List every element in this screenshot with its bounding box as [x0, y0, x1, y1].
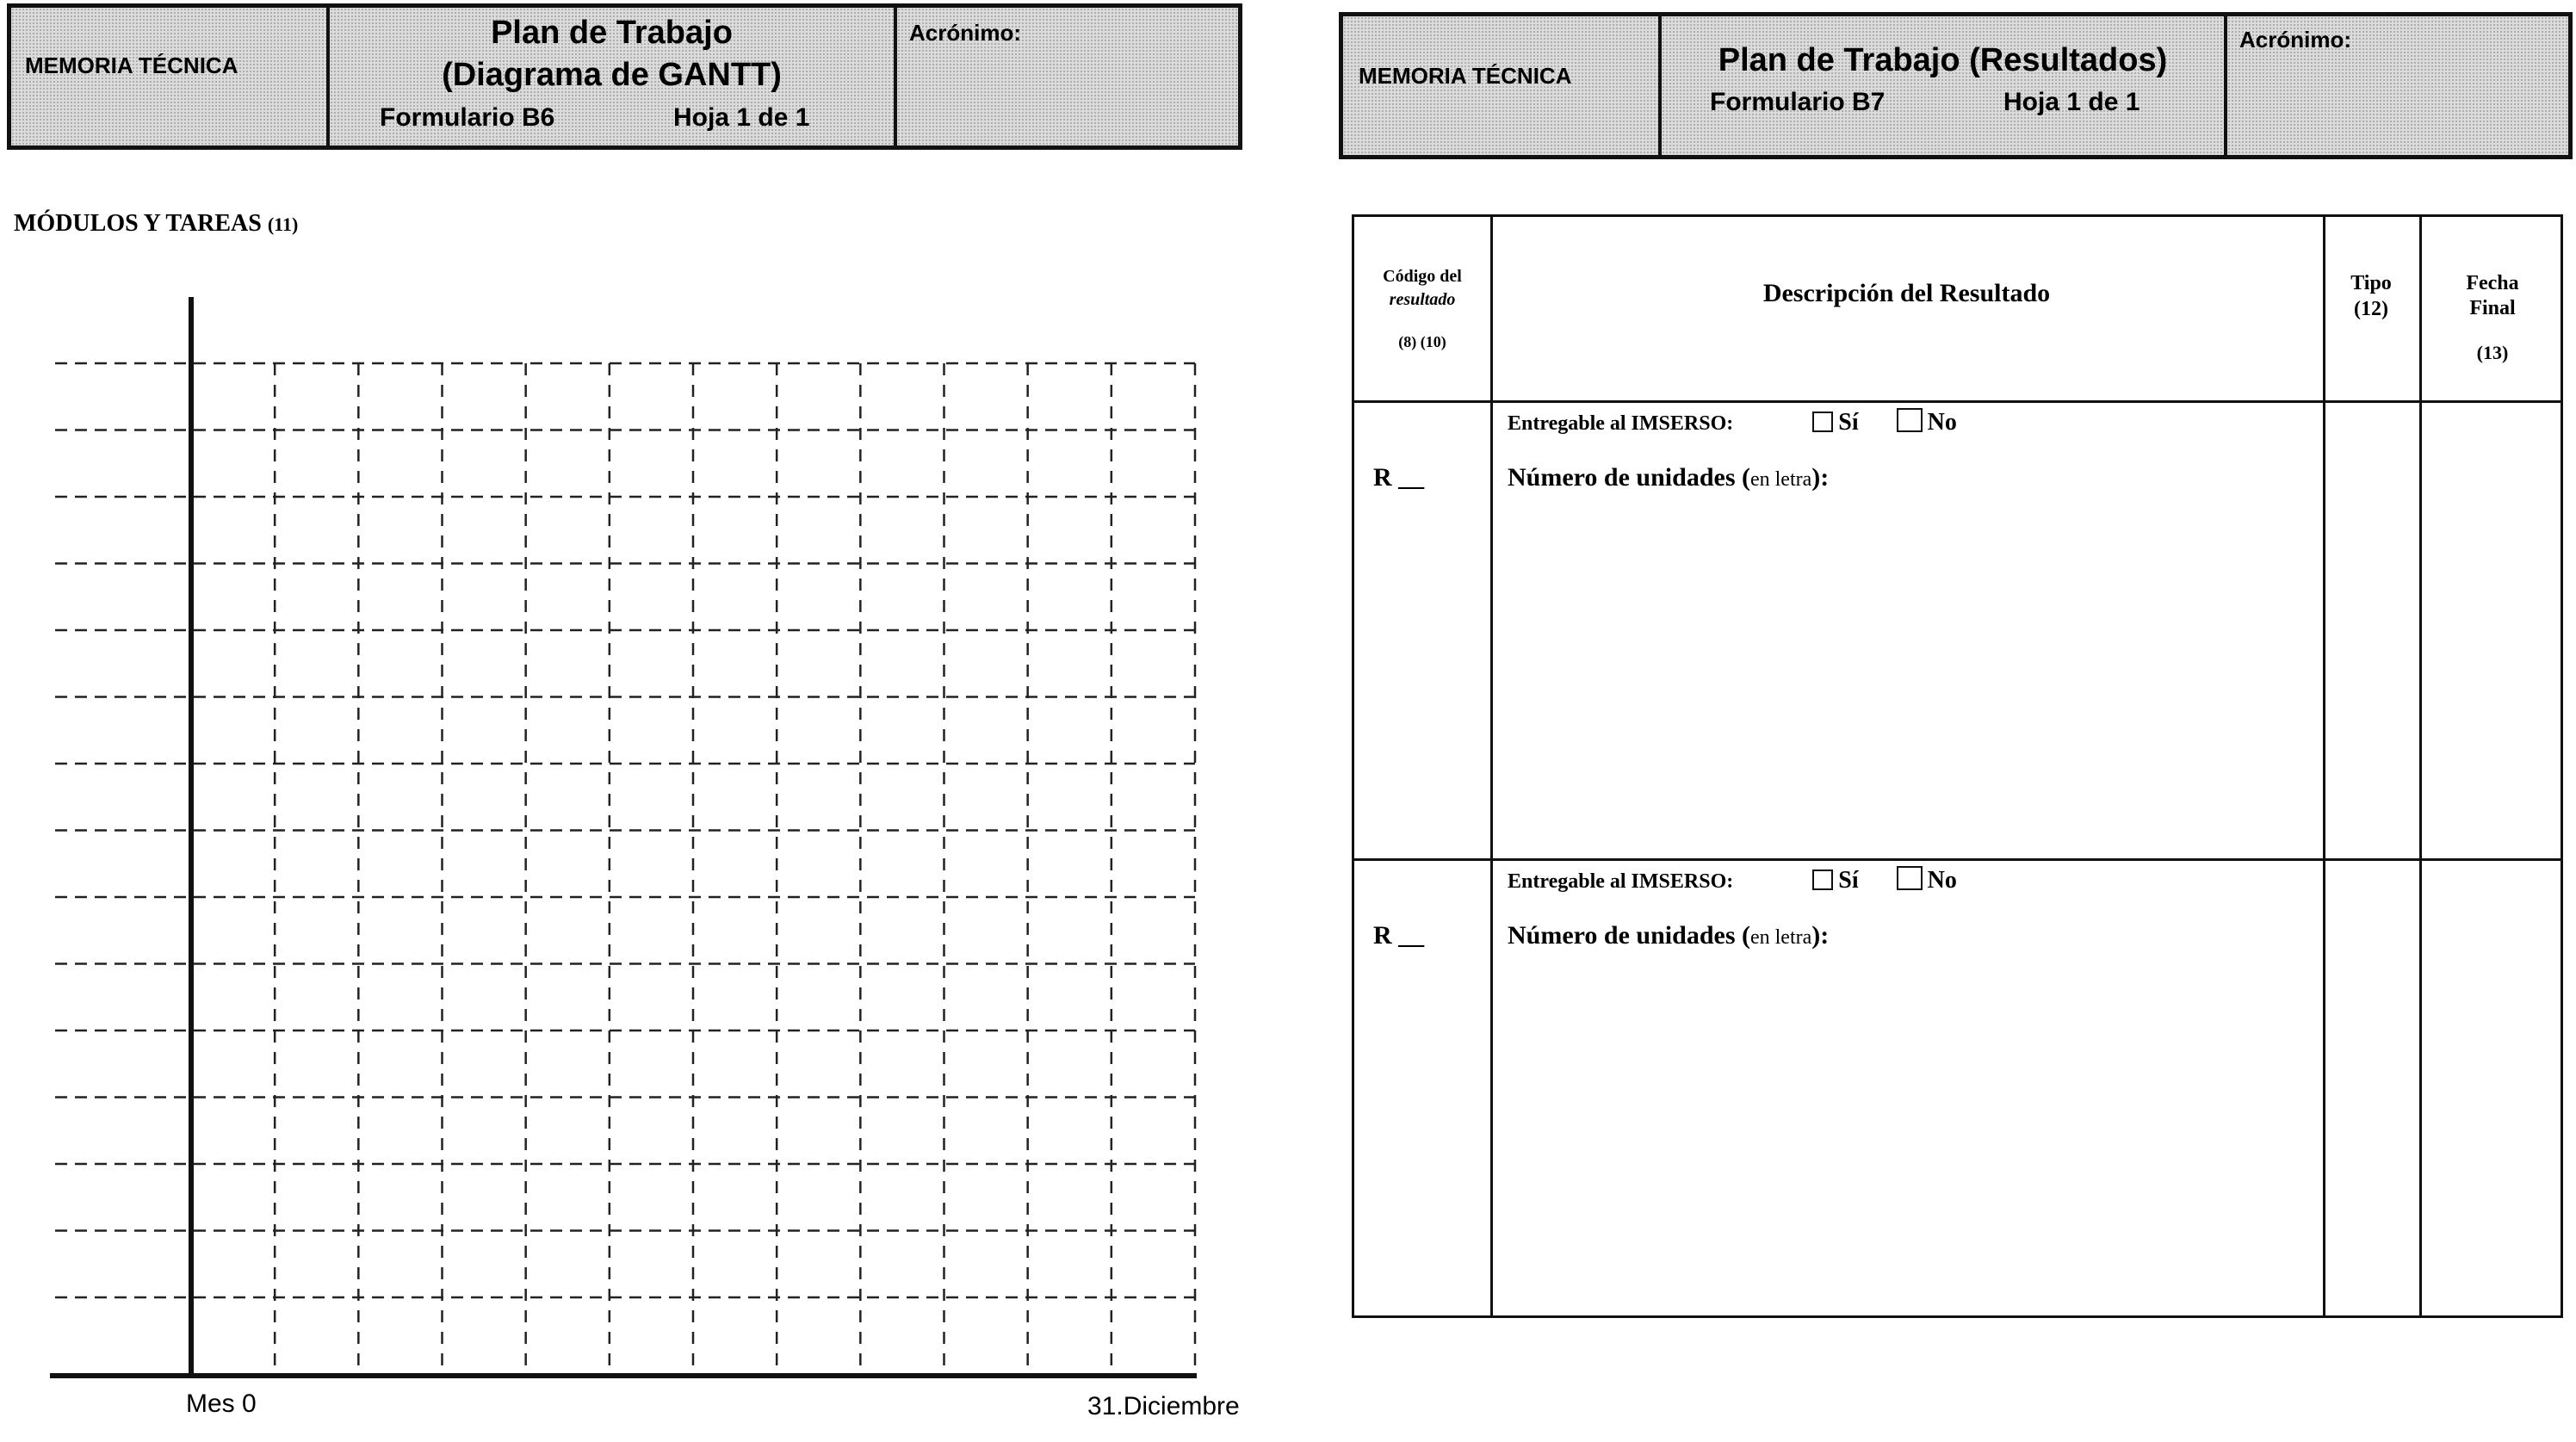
right-form-header	[1339, 12, 2573, 159]
deliverable-row	[1508, 408, 1957, 436]
deliverable-label: Entregable al IMSERSO:	[1508, 412, 1734, 435]
col-type-label: Tipo	[2350, 272, 2392, 294]
section-title	[14, 210, 298, 238]
left-form-header	[7, 3, 1242, 150]
col-date-line1: Fecha	[2466, 272, 2519, 294]
units-label: Número de unidades (	[1508, 463, 1750, 492]
col-divider	[2323, 217, 2325, 1315]
row-divider	[1354, 400, 2561, 403]
col-date-ref: (13)	[2476, 342, 2509, 363]
col-divider	[1490, 217, 1493, 1315]
col-desc-header: Descripción del Resultado	[1762, 279, 2051, 307]
memoria-cell	[1343, 16, 1658, 155]
form-code: Formulario B6	[380, 103, 555, 132]
yes-label: Sí	[1838, 409, 1859, 436]
form-title: Plan de Trabajo	[491, 15, 733, 51]
gantt-end-label: 31.Diciembre	[1087, 1392, 1240, 1420]
sheet-label: Hoja 1 de 1	[2003, 88, 2140, 116]
title-cell	[326, 8, 894, 145]
section-title-text: MÓDULOS Y TAREAS	[14, 210, 262, 237]
result-code: R __	[1373, 921, 1425, 950]
yes-checkbox[interactable]	[1812, 870, 1833, 890]
memoria-label: MEMORIA TÉCNICA	[25, 53, 238, 78]
acronym-cell	[2224, 16, 2568, 155]
col-type-header	[2323, 270, 2419, 322]
units-hint: en letra	[1749, 926, 1812, 949]
units-line	[1508, 463, 1829, 492]
form-subtitle: (Diagrama de GANTT)	[442, 57, 782, 93]
no-label: No	[1927, 867, 1957, 894]
title-cell	[1658, 16, 2224, 155]
yes-checkbox[interactable]	[1812, 412, 1833, 432]
acronym-cell	[894, 8, 1238, 145]
col-code-line2: resultado	[1389, 290, 1456, 309]
deliverable-label: Entregable al IMSERSO:	[1508, 870, 1734, 893]
units-line	[1508, 921, 1829, 950]
col-type-ref: (12)	[2354, 298, 2388, 320]
gantt-start-label: Mes 0	[186, 1389, 257, 1418]
no-label: No	[1927, 409, 1957, 436]
form-title: Plan de Trabajo (Resultados)	[1718, 42, 2168, 78]
yes-label: Sí	[1838, 867, 1859, 894]
acronym-label: Acrónimo:	[2239, 27, 2351, 53]
deliverable-row	[1508, 866, 1957, 894]
col-divider	[2419, 217, 2422, 1315]
col-code-ref: (8) (10)	[1398, 333, 1446, 350]
no-checkbox[interactable]	[1897, 866, 1923, 890]
memoria-label: MEMORIA TÉCNICA	[1359, 63, 1572, 89]
no-checkbox[interactable]	[1897, 408, 1923, 432]
units-hint: en letra	[1749, 468, 1812, 491]
memoria-cell	[11, 8, 326, 145]
sheet-label: Hoja 1 de 1	[673, 103, 810, 132]
row-divider	[1354, 858, 2561, 861]
acronym-label: Acrónimo:	[909, 20, 1021, 46]
col-code-line1: Código del	[1383, 267, 1462, 286]
results-table	[1352, 214, 2563, 1318]
gantt-chart	[0, 284, 1240, 1403]
form-code: Formulario B7	[1710, 88, 1886, 116]
col-code-header	[1354, 265, 1490, 354]
units-label: Número de unidades (	[1508, 921, 1750, 950]
section-ref: (11)	[267, 214, 299, 235]
units-end: ):	[1811, 463, 1830, 492]
col-date-line2: Final	[2469, 297, 2516, 319]
units-end: ):	[1811, 921, 1830, 950]
gantt-grid	[55, 363, 1195, 1376]
col-date-header	[2419, 271, 2566, 365]
result-code: R __	[1373, 463, 1425, 492]
